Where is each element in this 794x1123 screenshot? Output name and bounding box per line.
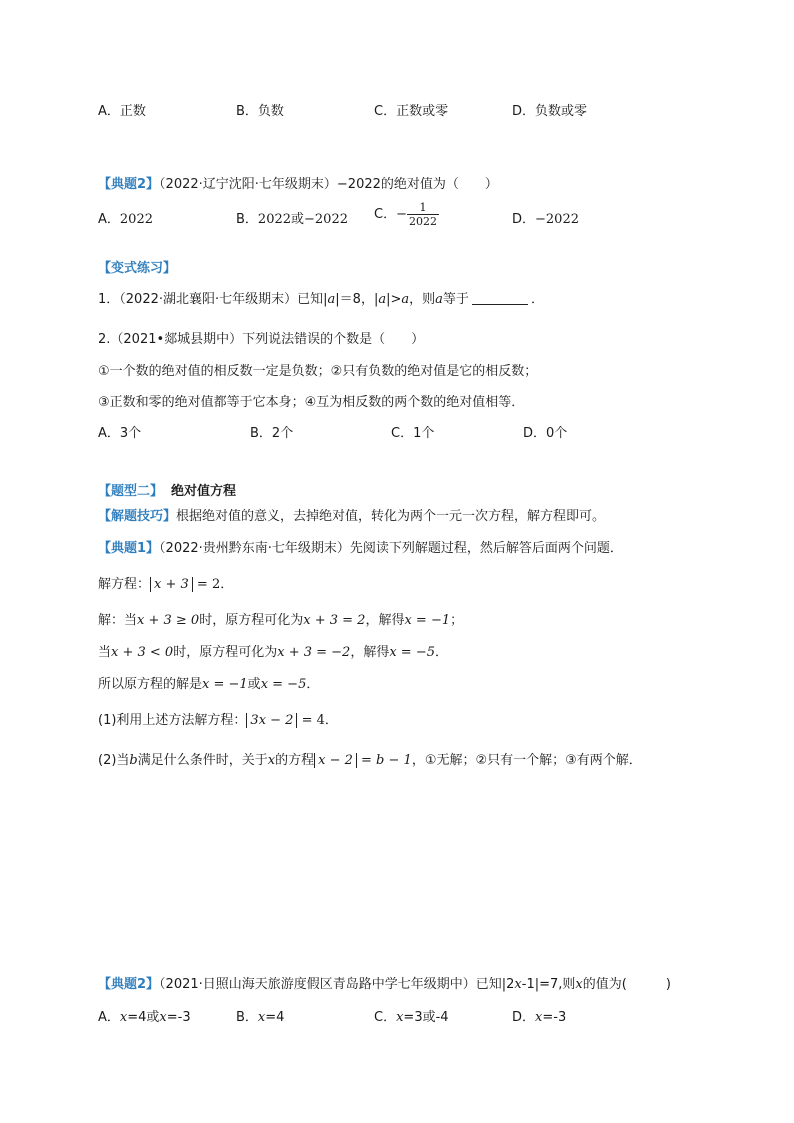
practice-heading: 【变式练习】 (98, 261, 177, 276)
ex2-option-c[interactable]: C．− $\frac{1}{2022}$ (374, 201, 437, 228)
answer-blank[interactable] (472, 290, 528, 305)
q2-option-c[interactable]: C．1个 (391, 426, 435, 441)
q0-option-d[interactable]: D．负数或零 (512, 104, 588, 119)
practice-q1: 1．（2022·湖北襄阳·七年级期末）已知|a|＝8，|a|>a，则a等于 ． (98, 292, 544, 307)
ex2-option-a[interactable]: A．2022 (98, 212, 153, 227)
type2-ex2-stem: 【典题2】（2021·日照山海天旅游度假区青岛路中学七年级期中）已知|2x-1|=7,则x的值为( ) (98, 977, 671, 992)
type2-ex1-solution-1: 解：当x + 3 ≥ 0时，原方程可化为x + 3 = 2，解得x = −1； (98, 613, 464, 628)
type2-ex1-solution-3: 所以原方程的解是x = −1或x = −5． (98, 677, 320, 692)
ex2b-option-d[interactable]: D．x=-3 (512, 1010, 567, 1025)
type2-ex1-part1: (1)利用上述方法解方程： 3x − 2 = 4． (98, 713, 338, 728)
ex2-option-b[interactable]: B．2022或−2022 (236, 212, 348, 227)
practice-q2-stem: 2.（2021•郯城县期中）下列说法错误的个数是（ ） (98, 332, 425, 347)
type2-heading: 【题型二】 绝对值方程 (98, 484, 237, 499)
ex2-source: （2022·辽宁沈阳·七年级期末） (159, 177, 337, 192)
q2-option-d[interactable]: D．0个 (523, 426, 568, 441)
type2-ex1-part2: (2)当b满足什么条件时，关于x的方程 x − 2 = b − 1，①无解；②只有一个解；③有两个解． (98, 753, 642, 768)
type2-tip: 【解题技巧】根据绝对值的意义，去掉绝对值，转化为两个一元一次方程，解方程即可。 (98, 509, 606, 524)
ex2b-option-c[interactable]: C．x=3或-4 (374, 1010, 449, 1025)
q0-option-a[interactable]: A．正数 (98, 104, 146, 119)
q2-option-b[interactable]: B．2个 (250, 426, 294, 441)
type2-title: 绝对值方程 (171, 484, 237, 499)
practice-q2-statement-1: ①一个数的绝对值的相反数一定是负数；②只有负数的绝对值是它的相反数； (98, 364, 538, 379)
q0-option-b[interactable]: B．负数 (236, 104, 284, 119)
q0-option-c[interactable]: C．正数或零 (374, 104, 449, 119)
ex2-stem (98, 175, 498, 195)
ex2b-option-a[interactable]: A．x=4或x=-3 (98, 1010, 191, 1025)
ex2-question: −2022的绝对值为（ ） (336, 177, 498, 192)
type2-ex1-stem: 【典题1】（2022·贵州黔东南·七年级期末）先阅读下列解题过程，然后解答后面两个问题． (98, 541, 623, 556)
ex2-option-d[interactable]: D．−2022 (512, 212, 579, 227)
q2-option-a[interactable]: A．3个 (98, 426, 142, 441)
type2-ex1-solution-2: 当x + 3 < 0时，原方程可化为x + 3 = −2，解得x = −5． (98, 645, 449, 660)
ex2b-option-b[interactable]: B．x=4 (236, 1010, 285, 1025)
type2-ex1-equation: 解方程： x + 3 = 2． (98, 577, 234, 592)
practice-q2-statement-2: ③正数和零的绝对值都等于它本身；④互为相反数的两个数的绝对值相等． (98, 395, 525, 410)
ex2-tag: 【典题2】 (98, 177, 160, 192)
fraction: $\frac{1}{2022}$ (408, 201, 437, 228)
